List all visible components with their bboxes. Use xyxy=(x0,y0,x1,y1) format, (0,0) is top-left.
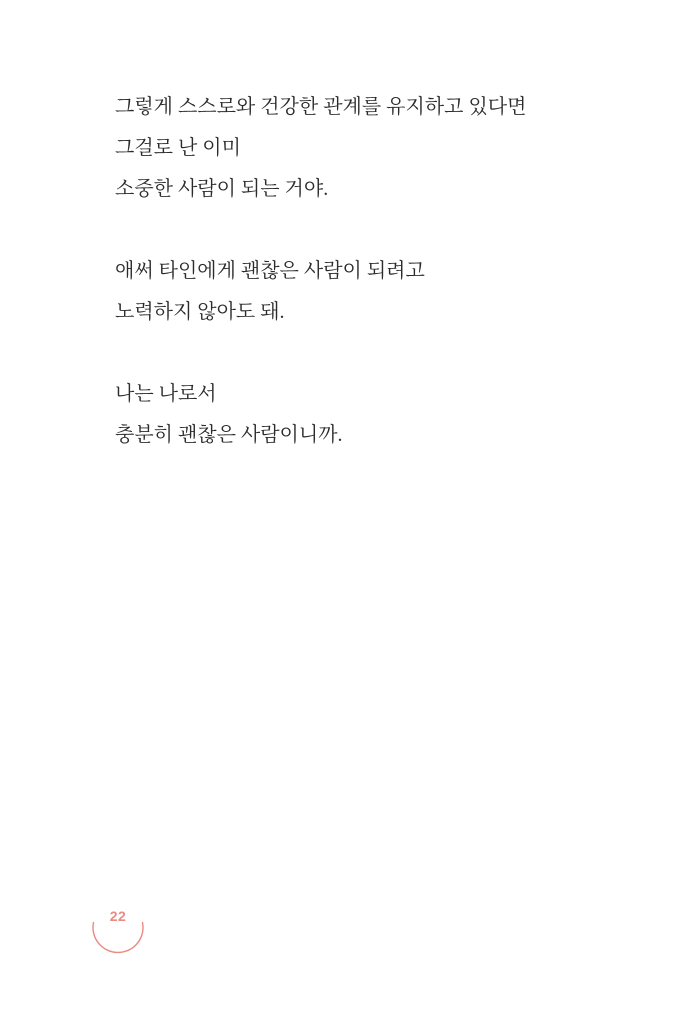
page-text xyxy=(115,87,615,497)
paragraph-1 xyxy=(115,87,615,210)
text-line: 나는 나로서 xyxy=(115,383,217,405)
page-number-badge xyxy=(90,901,146,957)
text-line: 그걸로 난 이미 xyxy=(115,137,241,159)
text-line: 그렇게 스스로와 건강한 관계를 유지하고 있다면 xyxy=(115,96,527,118)
text-line: 애써 타인에게 괜찮은 사람이 되려고 xyxy=(115,260,425,282)
paragraph-2 xyxy=(115,251,615,333)
page-number: 22 xyxy=(109,908,127,924)
text-line: 노력하지 않아도 돼. xyxy=(115,301,285,323)
text-line: 소중한 사람이 되는 거야. xyxy=(115,178,329,200)
paragraph-3 xyxy=(115,374,615,456)
text-line: 충분히 괜찮은 사람이니까. xyxy=(115,424,343,446)
